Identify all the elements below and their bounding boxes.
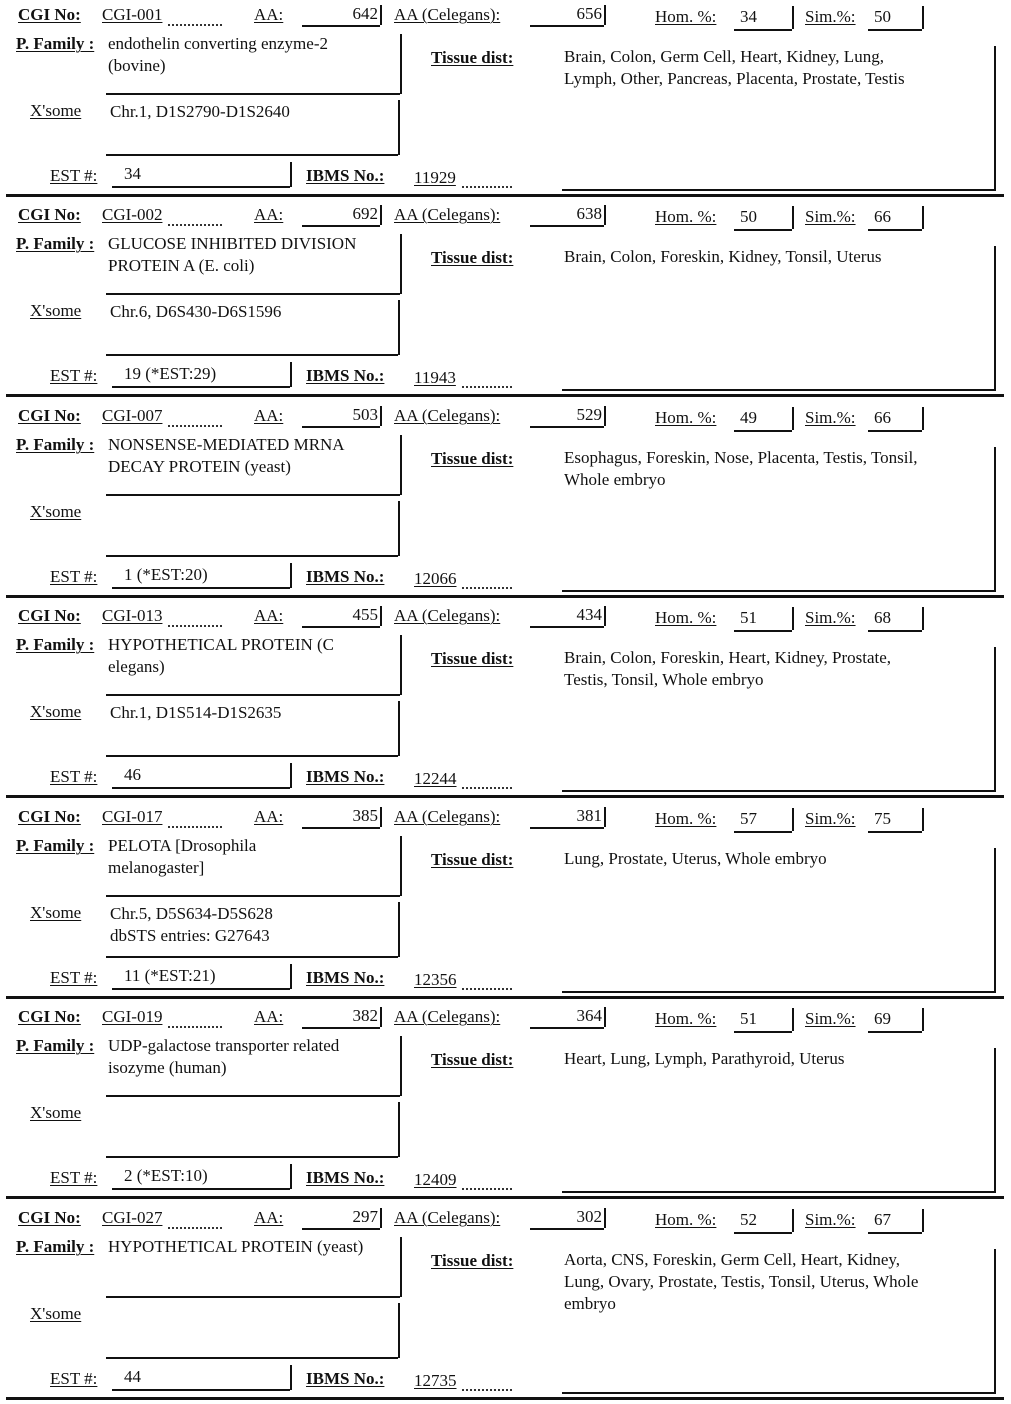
aa-celegans-bar: [604, 1208, 606, 1228]
pfamily-right-bar: [400, 234, 402, 294]
aa-bar: [380, 205, 382, 225]
tissue-line: Brain, Colon, Germ Cell, Heart, Kidney, Lung,: [564, 47, 884, 66]
aa-bar: [380, 1208, 382, 1228]
tissue-line: Whole embryo: [564, 470, 666, 489]
aa-celegans-bar: [604, 406, 606, 426]
sim-value: 66: [874, 408, 891, 427]
cgi-no-value: CGI-001: [102, 5, 163, 24]
aa-bar: [380, 406, 382, 426]
xsome-right-bar: [398, 300, 400, 355]
aa-label: AA:: [254, 5, 284, 24]
xsome-right-bar: [398, 1303, 400, 1358]
aa-label: AA:: [254, 606, 284, 625]
pfamily-label: P. Family :: [16, 435, 95, 454]
ibms-dots: [462, 186, 512, 188]
tissue-line: Brain, Colon, Foreskin, Kidney, Tonsil, Uterus: [564, 247, 882, 266]
cgi-no-label: CGI No:: [18, 1007, 81, 1026]
est-label: EST #:: [50, 1369, 98, 1388]
aa-value: 385: [352, 806, 378, 825]
sim-value: 66: [874, 207, 891, 226]
sim-bar: [922, 6, 924, 29]
xsome-bottom-line: [106, 755, 398, 757]
ibms-value: 12244: [414, 769, 457, 788]
xsome-label: X'some: [30, 1103, 82, 1122]
aa-label: AA:: [254, 1208, 284, 1227]
aa-line: [302, 827, 380, 829]
xsome-bottom-line: [106, 1357, 398, 1359]
est-value: 44: [124, 1367, 141, 1386]
aa-celegans-line: [530, 827, 604, 829]
pfamily-line: isozyme (human): [108, 1058, 227, 1077]
record-separator: [6, 996, 1004, 999]
hom-line: [734, 29, 792, 31]
xsome-line: Chr.5, D5S634-D5S628: [110, 904, 273, 923]
cgi-no-label: CGI No:: [18, 406, 81, 425]
est-line: [112, 1389, 290, 1391]
pfamily-line: PELOTA [Drosophila: [108, 836, 257, 855]
est-bar: [290, 964, 292, 989]
ibms-label: IBMS No.:: [306, 166, 385, 185]
sim-bar: [922, 607, 924, 630]
hom-value: 57: [740, 809, 757, 828]
sim-bar: [922, 1209, 924, 1232]
record-separator: [6, 394, 1004, 397]
tissue-right-bar: [994, 447, 996, 591]
hom-value: 52: [740, 1210, 757, 1229]
ibms-dots: [462, 1188, 512, 1190]
aa-celegans-value: 302: [576, 1207, 602, 1226]
cgi-record: [0, 200, 1011, 400]
sim-value: 67: [874, 1210, 891, 1229]
est-bar: [290, 763, 292, 788]
pfamily-label: P. Family :: [16, 836, 95, 855]
xsome-label: X'some: [30, 101, 82, 120]
pfamily-line: NONSENSE-MEDIATED MRNA: [108, 435, 345, 454]
xsome-right-bar: [398, 501, 400, 556]
aa-celegans-label: AA (Celegans):: [394, 1007, 501, 1026]
xsome-bottom-line: [106, 956, 398, 958]
xsome-line: Chr.1, D1S514-D1S2635: [110, 703, 282, 722]
tissue-label: Tissue dist:: [431, 248, 514, 267]
est-label: EST #:: [50, 1168, 98, 1187]
tissue-label: Tissue dist:: [431, 1050, 514, 1069]
cgi-no-dots: [168, 425, 222, 427]
tissue-bottom-line: [562, 1392, 996, 1394]
hom-bar: [792, 1008, 794, 1031]
hom-label: Hom. %:: [655, 809, 717, 828]
aa-label: AA:: [254, 807, 284, 826]
pfamily-label: P. Family :: [16, 1237, 95, 1256]
xsome-line: Chr.1, D1S2790-D1S2640: [110, 102, 290, 121]
aa-celegans-label: AA (Celegans):: [394, 807, 501, 826]
sim-line: [868, 29, 922, 31]
sim-value: 50: [874, 7, 891, 26]
cgi-record: [0, 401, 1011, 601]
sim-line: [868, 831, 922, 833]
aa-celegans-value: 364: [576, 1006, 602, 1025]
hom-bar: [792, 808, 794, 831]
est-line: [112, 386, 290, 388]
est-bar: [290, 162, 292, 187]
aa-celegans-value: 529: [576, 405, 602, 424]
cgi-no-dots: [168, 224, 222, 226]
ibms-dots: [462, 587, 512, 589]
ibms-label: IBMS No.:: [306, 1369, 385, 1388]
xsome-right-bar: [398, 701, 400, 756]
aa-celegans-line: [530, 626, 604, 628]
ibms-dots: [462, 386, 512, 388]
hom-line: [734, 1232, 792, 1234]
aa-celegans-bar: [604, 5, 606, 25]
sim-bar: [922, 206, 924, 229]
est-line: [112, 1188, 290, 1190]
xsome-label: X'some: [30, 301, 82, 320]
aa-line: [302, 25, 380, 27]
hom-label: Hom. %:: [655, 608, 717, 627]
tissue-label: Tissue dist:: [431, 449, 514, 468]
sim-line: [868, 1232, 922, 1234]
hom-label: Hom. %:: [655, 1009, 717, 1028]
sim-label: Sim.%:: [805, 1210, 856, 1229]
sim-line: [868, 1031, 922, 1033]
sim-line: [868, 630, 922, 632]
tissue-right-bar: [994, 1048, 996, 1192]
tissue-label: Tissue dist:: [431, 850, 514, 869]
aa-celegans-line: [530, 225, 604, 227]
aa-celegans-value: 381: [576, 806, 602, 825]
cgi-record: [0, 802, 1011, 1002]
xsome-bottom-line: [106, 1156, 398, 1158]
cgi-no-label: CGI No:: [18, 1208, 81, 1227]
est-label: EST #:: [50, 767, 98, 786]
pfamily-bottom-line: [106, 293, 400, 295]
pfamily-right-bar: [400, 435, 402, 495]
aa-value: 382: [352, 1006, 378, 1025]
est-value: 1 (*EST:20): [124, 565, 208, 584]
pfamily-line: elegans): [108, 657, 165, 676]
hom-label: Hom. %:: [655, 408, 717, 427]
xsome-label: X'some: [30, 702, 82, 721]
cgi-record: [0, 1203, 1011, 1403]
tissue-bottom-line: [562, 991, 996, 993]
ibms-dots: [462, 1389, 512, 1391]
record-separator: [6, 1196, 1004, 1199]
pfamily-label: P. Family :: [16, 635, 95, 654]
pfamily-bottom-line: [106, 694, 400, 696]
aa-celegans-line: [530, 1027, 604, 1029]
tissue-bottom-line: [562, 389, 996, 391]
cgi-record: [0, 601, 1011, 801]
xsome-bottom-line: [106, 555, 398, 557]
pfamily-line: GLUCOSE INHIBITED DIVISION: [108, 234, 357, 253]
hom-bar: [792, 206, 794, 229]
est-bar: [290, 362, 292, 387]
ibms-label: IBMS No.:: [306, 767, 385, 786]
aa-value: 642: [352, 4, 378, 23]
sim-bar: [922, 407, 924, 430]
cgi-no-label: CGI No:: [18, 205, 81, 224]
pfamily-line: UDP-galactose transporter related: [108, 1036, 340, 1055]
sim-label: Sim.%:: [805, 207, 856, 226]
pfamily-bottom-line: [106, 494, 400, 496]
tissue-line: Testis, Tonsil, Whole embryo: [564, 670, 764, 689]
pfamily-bottom-line: [106, 1095, 400, 1097]
xsome-right-bar: [398, 1102, 400, 1157]
pfamily-bottom-line: [106, 1296, 400, 1298]
tissue-right-bar: [994, 848, 996, 992]
cgi-no-dots: [168, 1026, 222, 1028]
aa-label: AA:: [254, 205, 284, 224]
hom-value: 51: [740, 1009, 757, 1028]
ibms-dots: [462, 787, 512, 789]
aa-celegans-label: AA (Celegans):: [394, 205, 501, 224]
hom-line: [734, 229, 792, 231]
hom-line: [734, 630, 792, 632]
aa-bar: [380, 5, 382, 25]
est-line: [112, 587, 290, 589]
tissue-right-bar: [994, 647, 996, 791]
ibms-label: IBMS No.:: [306, 567, 385, 586]
est-value: 34: [124, 164, 141, 183]
tissue-line: Heart, Lung, Lymph, Parathyroid, Uterus: [564, 1049, 845, 1068]
est-label: EST #:: [50, 366, 98, 385]
aa-bar: [380, 1007, 382, 1027]
ibms-label: IBMS No.:: [306, 968, 385, 987]
aa-line: [302, 225, 380, 227]
record-separator: [6, 1397, 1004, 1400]
sim-line: [868, 229, 922, 231]
aa-celegans-line: [530, 1228, 604, 1230]
tissue-label: Tissue dist:: [431, 1251, 514, 1270]
ibms-value: 12409: [414, 1170, 457, 1189]
est-label: EST #:: [50, 567, 98, 586]
aa-celegans-value: 638: [576, 204, 602, 223]
cgi-no-value: CGI-007: [102, 406, 163, 425]
aa-label: AA:: [254, 406, 284, 425]
aa-line: [302, 426, 380, 428]
tissue-line: Lung, Ovary, Prostate, Testis, Tonsil, Uterus, Whole: [564, 1272, 919, 1291]
est-bar: [290, 1365, 292, 1390]
sim-value: 75: [874, 809, 891, 828]
sim-value: 69: [874, 1009, 891, 1028]
est-line: [112, 787, 290, 789]
pfamily-line: PROTEIN A (E. coli): [108, 256, 255, 275]
record-separator: [6, 194, 1004, 197]
aa-celegans-line: [530, 25, 604, 27]
aa-bar: [380, 606, 382, 626]
tissue-line: Lung, Prostate, Uterus, Whole embryo: [564, 849, 827, 868]
hom-line: [734, 430, 792, 432]
hom-bar: [792, 407, 794, 430]
hom-value: 50: [740, 207, 757, 226]
cgi-no-value: CGI-017: [102, 807, 163, 826]
est-line: [112, 988, 290, 990]
aa-celegans-bar: [604, 1007, 606, 1027]
aa-celegans-label: AA (Celegans):: [394, 406, 501, 425]
pfamily-line: HYPOTHETICAL PROTEIN (yeast): [108, 1237, 364, 1256]
hom-label: Hom. %:: [655, 1210, 717, 1229]
ibms-value: 12735: [414, 1371, 457, 1390]
est-value: 11 (*EST:21): [124, 966, 216, 985]
xsome-label: X'some: [30, 1304, 82, 1323]
tissue-bottom-line: [562, 790, 996, 792]
aa-celegans-line: [530, 426, 604, 428]
cgi-no-dots: [168, 1227, 222, 1229]
sim-label: Sim.%:: [805, 608, 856, 627]
pfamily-right-bar: [400, 836, 402, 896]
est-label: EST #:: [50, 968, 98, 987]
hom-label: Hom. %:: [655, 207, 717, 226]
sim-label: Sim.%:: [805, 809, 856, 828]
hom-line: [734, 1031, 792, 1033]
aa-celegans-bar: [604, 606, 606, 626]
est-value: 46: [124, 765, 141, 784]
aa-celegans-value: 434: [576, 605, 602, 624]
hom-value: 34: [740, 7, 757, 26]
hom-bar: [792, 607, 794, 630]
xsome-label: X'some: [30, 903, 82, 922]
ibms-label: IBMS No.:: [306, 366, 385, 385]
sim-label: Sim.%:: [805, 1009, 856, 1028]
aa-celegans-label: AA (Celegans):: [394, 1208, 501, 1227]
est-value: 2 (*EST:10): [124, 1166, 208, 1185]
hom-label: Hom. %:: [655, 7, 717, 26]
cgi-no-label: CGI No:: [18, 5, 81, 24]
pfamily-label: P. Family :: [16, 1036, 95, 1055]
pfamily-label: P. Family :: [16, 234, 95, 253]
cgi-no-label: CGI No:: [18, 807, 81, 826]
cgi-no-label: CGI No:: [18, 606, 81, 625]
tissue-right-bar: [994, 46, 996, 190]
aa-value: 503: [352, 405, 378, 424]
aa-line: [302, 626, 380, 628]
tissue-line: embryo: [564, 1294, 616, 1313]
tissue-bottom-line: [562, 1191, 996, 1193]
ibms-dots: [462, 988, 512, 990]
xsome-bottom-line: [106, 354, 398, 356]
ibms-value: 11929: [414, 168, 456, 187]
record-separator: [6, 595, 1004, 598]
pfamily-line: DECAY PROTEIN (yeast): [108, 457, 291, 476]
record-separator: [6, 795, 1004, 798]
aa-line: [302, 1228, 380, 1230]
est-bar: [290, 1164, 292, 1189]
pfamily-line: melanogaster]: [108, 858, 205, 877]
est-label: EST #:: [50, 166, 98, 185]
pfamily-bottom-line: [106, 895, 400, 897]
tissue-bottom-line: [562, 590, 996, 592]
est-line: [112, 186, 290, 188]
cgi-record: [0, 0, 1011, 200]
aa-bar: [380, 807, 382, 827]
hom-bar: [792, 1209, 794, 1232]
tissue-right-bar: [994, 246, 996, 390]
xsome-right-bar: [398, 902, 400, 957]
tissue-label: Tissue dist:: [431, 649, 514, 668]
aa-celegans-bar: [604, 205, 606, 225]
cgi-no-dots: [168, 625, 222, 627]
pfamily-bottom-line: [106, 93, 400, 95]
pfamily-line: endothelin converting enzyme-2: [108, 34, 328, 53]
aa-value: 692: [352, 204, 378, 223]
tissue-right-bar: [994, 1249, 996, 1393]
aa-value: 455: [352, 605, 378, 624]
pfamily-right-bar: [400, 1237, 402, 1297]
est-value: 19 (*EST:29): [124, 364, 217, 383]
tissue-bottom-line: [562, 189, 996, 191]
tissue-label: Tissue dist:: [431, 48, 514, 67]
cgi-no-value: CGI-027: [102, 1208, 163, 1227]
ibms-label: IBMS No.:: [306, 1168, 385, 1187]
cgi-no-value: CGI-019: [102, 1007, 163, 1026]
pfamily-right-bar: [400, 635, 402, 695]
ibms-value: 12356: [414, 970, 457, 989]
pfamily-line: HYPOTHETICAL PROTEIN (C: [108, 635, 335, 654]
hom-bar: [792, 6, 794, 29]
aa-line: [302, 1027, 380, 1029]
sim-bar: [922, 1008, 924, 1031]
sim-bar: [922, 808, 924, 831]
aa-celegans-label: AA (Celegans):: [394, 606, 501, 625]
xsome-line: Chr.6, D6S430-D6S1596: [110, 302, 282, 321]
sim-label: Sim.%:: [805, 7, 856, 26]
aa-value: 297: [352, 1207, 378, 1226]
hom-value: 49: [740, 408, 757, 427]
tissue-line: Brain, Colon, Foreskin, Heart, Kidney, Prostate,: [564, 648, 892, 667]
tissue-line: Lymph, Other, Pancreas, Placenta, Prostate, Testis: [564, 69, 905, 88]
cgi-no-value: CGI-002: [102, 205, 163, 224]
cgi-record: [0, 1002, 1011, 1202]
cgi-no-dots: [168, 826, 222, 828]
tissue-line: Aorta, CNS, Foreskin, Germ Cell, Heart, Kidney,: [564, 1250, 901, 1269]
est-bar: [290, 563, 292, 588]
sim-label: Sim.%:: [805, 408, 856, 427]
pfamily-line: (bovine): [108, 56, 166, 75]
pfamily-right-bar: [400, 34, 402, 94]
cgi-no-value: CGI-013: [102, 606, 163, 625]
pfamily-label: P. Family :: [16, 34, 95, 53]
xsome-bottom-line: [106, 154, 398, 156]
aa-celegans-label: AA (Celegans):: [394, 5, 501, 24]
sim-value: 68: [874, 608, 891, 627]
xsome-right-bar: [398, 100, 400, 155]
ibms-value: 12066: [414, 569, 457, 588]
xsome-label: X'some: [30, 502, 82, 521]
ibms-value: 11943: [414, 368, 456, 387]
cgi-no-dots: [168, 24, 222, 26]
pfamily-right-bar: [400, 1036, 402, 1096]
hom-value: 51: [740, 608, 757, 627]
aa-celegans-bar: [604, 807, 606, 827]
hom-line: [734, 831, 792, 833]
aa-label: AA:: [254, 1007, 284, 1026]
sim-line: [868, 430, 922, 432]
xsome-line: dbSTS entries: G27643: [110, 926, 270, 945]
tissue-line: Esophagus, Foreskin, Nose, Placenta, Testis, Tonsil,: [564, 448, 918, 467]
aa-celegans-value: 656: [576, 4, 602, 23]
